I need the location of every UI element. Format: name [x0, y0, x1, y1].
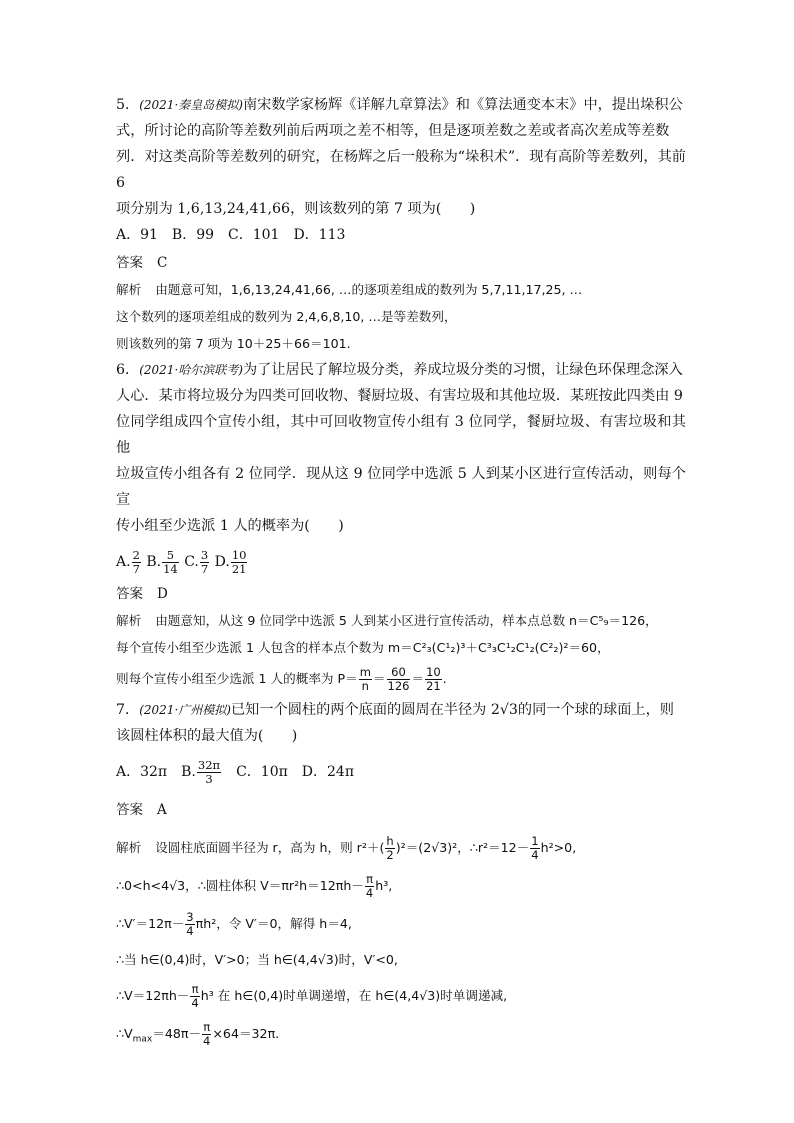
- q7-options: A．32π B. $\frac{32\pi}{3}$ C．10π D．24π: [116, 757, 355, 786]
- q5-line-2: 式，所讨论的高阶等差数列前后两项之差不相等，但是逐项差数之差或者高次差成等差数: [116, 123, 670, 139]
- q7-option-b-fraction: $\frac{32\pi}{3}$: [197, 757, 221, 786]
- question-7: [116, 697, 686, 1059]
- q7-line-2: 该圆柱体积的最大值为( ): [116, 728, 298, 744]
- q7-fraction-pi-4-c: $\frac{\pi}{4}$: [203, 1020, 211, 1048]
- q6-line-3: 位同学组成四个宣传小组，其中可回收物宣传小组有 3 位同学，餐厨垃圾、有害垃圾和其他: [116, 414, 686, 456]
- q7-fraction-3-4: $\frac{3}{4}$: [186, 910, 194, 938]
- q7-line-1: 7．(2021·广州模拟)已知一个圆柱的两个底面的圆周在半径为 2√3的同一个球的球面上，则: [116, 702, 674, 718]
- q7-solution-line-3: ∴V′＝12π－ $\frac{3}{4}$ πh²，令 V′＝0，解得 h＝4,: [116, 910, 352, 938]
- q7-solution-line-5: ∴V＝12πh－ $\frac{\pi}{4}$ h³ 在 h∈(0,4)时单调递增，在 h∈(4,4√3)时单调递减,: [116, 982, 508, 1010]
- q6-option-b-fraction: $\frac{5}{14}$: [163, 547, 178, 576]
- q6-line-4: 垃圾宣传小组各有 2 位同学．现从这 9 位同学中选派 5 人到某小区进行宣传活动，则每个宣: [116, 466, 686, 508]
- q6-answer: 答案 D: [116, 586, 168, 602]
- q6-options: A. $\frac{2}{7}$ B. $\frac{5}{14}$ C. $\frac{3}{7}$ D. $\frac{10}{21}$: [116, 547, 247, 576]
- question-5: [116, 92, 686, 357]
- q7-fraction-1-4: $\frac{1}{4}$: [531, 834, 539, 862]
- q7-source: (2021·广州模拟): [139, 703, 231, 717]
- q6-fraction-10-21: $\frac{10}{21}$: [426, 665, 441, 693]
- q7-solution-line-1: 解析 设圆柱底面圆半径为 r，高为 h，则 r²＋( $\frac{h}{2}$ )²＝(2√3)²，∴r²＝12－ $\frac{1}{4}$ h²>0,: [116, 834, 577, 862]
- q7-solution-line-6: $\therefore V_{max}=48\pi-$ $\frac{\pi}{4}$ ×64＝32π.: [116, 1020, 280, 1048]
- q5-solution-line-3: 则该数列的第 7 项为 10＋25＋66＝101.: [116, 336, 351, 351]
- q6-option-d-fraction: $\frac{10}{21}$: [231, 547, 247, 576]
- q5-answer: 答案 C: [116, 255, 168, 271]
- q6-source: (2021·哈尔滨联考): [139, 363, 243, 377]
- q6-option-c-fraction: $\frac{3}{7}$: [200, 547, 209, 576]
- q7-solution-line-2: ∴0<h<4√3，∴圆柱体积 V＝πr²h＝12πh－ $\frac{\pi}{4}$ h³,: [116, 872, 393, 900]
- q6-fraction-m-n: $\frac{m}{n}$: [359, 665, 371, 693]
- q7-fraction-pi-4-b: $\frac{\pi}{4}$: [191, 982, 199, 1010]
- q6-solution-line-2: 每个宣传小组至少选派 1 人包含的样本点个数为 m＝C²₃(C¹₂)³＋C³₃C¹₂C¹₂(C²₂)²＝60，: [116, 640, 610, 655]
- q5-source: (2021·秦皇岛模拟): [139, 98, 243, 112]
- q7-solution-line-4: ∴当 h∈(0,4)时，V′>0；当 h∈(4,4√3)时，V′<0,: [116, 952, 398, 967]
- q7-fraction-pi-4-a: $\frac{\pi}{4}$: [365, 872, 374, 900]
- q6-line-5: 传小组至少选派 1 人的概率为( ): [116, 518, 344, 534]
- q6-line-2: 人心．某市将垃圾分为四类可回收物、餐厨垃圾、有害垃圾和其他垃圾．某班按此四类由 9: [116, 388, 683, 404]
- q7-fraction-h-2: $\frac{h}{2}$: [386, 834, 394, 862]
- q5-solution-line-1: 解析 由题意可知，1,6,13,24,41,66, …的逐项差组成的数列为 5,7,11,17,25, …: [116, 282, 583, 297]
- q5-options: A．91 B．99 C．101 D．113: [116, 227, 346, 243]
- q6-solution-line-1: 解析 由题意知，从这 9 位同学中选派 5 人到某小区进行宣传活动，样本点总数 n＝C⁵₉＝126，: [116, 613, 658, 628]
- q6-line-1: 6．(2021·哈尔滨联考)为了让居民了解垃圾分类，养成垃圾分类的习惯，让绿色环保理念深入: [116, 362, 683, 378]
- q6-fraction-60-126: $\frac{60}{126}$: [387, 665, 410, 693]
- q7-answer: 答案 A: [116, 802, 167, 818]
- q5-line-3: 列．对这类高阶等差数列的研究，在杨辉之后一般称为“垛积术”．现有高阶等差数列，其前 6: [116, 149, 686, 191]
- question-6: [116, 357, 686, 697]
- q6-option-a-fraction: $\frac{2}{7}$: [132, 547, 140, 576]
- q5-line-4: 项分别为 1,6,13,24,41,66，则该数列的第 7 项为( ): [116, 201, 476, 217]
- q6-solution-line-3: 则每个宣传小组至少选派 1 人的概率为 P＝ $\frac{m}{n}$ ＝ $\frac{60}{126}$ ＝ $\frac{10}{21}$ .: [116, 665, 447, 693]
- q5-line-1: 5．(2021·秦皇岛模拟)南宋数学家杨辉《详解九章算法》和《算法通变本末》中，提出垛积公: [116, 97, 683, 113]
- worksheet-page: [116, 92, 686, 1059]
- q5-solution-line-2: 这个数列的逐项差组成的数列为 2,4,6,8,10, …是等差数列，: [116, 309, 457, 324]
